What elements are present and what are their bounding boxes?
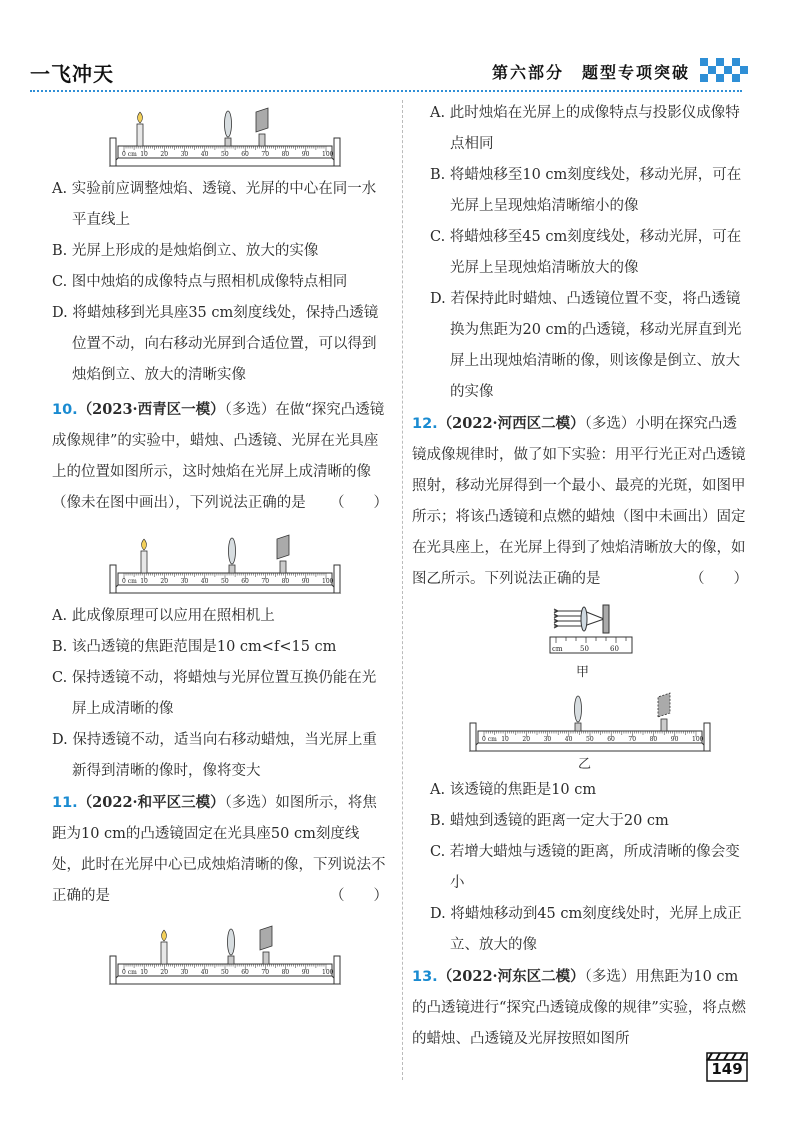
bench-tick-label: 60 [607,736,615,743]
bench-left-stop [470,723,476,751]
candle [161,942,167,964]
q11-text: （多选）如图所示，将焦距为10 cm的凸透镜固定在光具座50 cm刻度线处，此时在光屏中心已成烛焰清晰的像，下列说法不正确的是 [52,795,386,904]
bench-tick-label: 50 [586,736,594,743]
section-title: 第六部分 题型专项突破 [491,63,690,82]
convex-lens [229,538,236,564]
candle [141,551,147,573]
small-bench-tick-label: cm [552,645,563,653]
q12-text: （多选）小明在探究凸透镜成像规律时，做了如下实验：用平行光正对凸透镜照射，移动光屏得到一个最小、最亮的光斑，如图甲所示；将该凸透镜和点燃的蜡烛（图中未画出）固定在光具座上，在光屏上得到了烛焰清晰放大的像，如图乙所示。下列说法正确的是 [412,416,746,587]
bench-tick-label: 90 [670,736,679,743]
bench-left-stop [110,565,116,593]
convex-lens [225,111,232,137]
q11-source: （2022·和平区三模） [77,794,225,811]
bench-base [470,743,710,751]
bench-tick-label: 90 [301,578,310,585]
q12-option-a: A. 该透镜的焦距是10 cm [430,782,597,798]
figure-yi-caption: 乙 [578,757,592,772]
optical-bench-figure-q9 [100,98,350,174]
light-screen [260,926,272,950]
bench-tick-label: 40 [200,969,209,976]
q11-number: 11. [52,795,78,811]
q11-answer-paren: （ ） [330,888,388,904]
bench-right-stop [334,138,340,166]
q13-text: （多选）用焦距为10 cm的凸透镜进行“探究凸透镜成像的规律”实验，将点燃的蜡烛、凸透镜及光屏按照如图所 [412,969,746,1047]
bench-tick-label: 100 [322,969,334,976]
bench-tick-label: 90 [301,151,310,158]
bench-tick-label: 40 [564,736,573,743]
figure-jia-caption: 甲 [576,665,590,680]
bench-tick-label: 10 [501,736,509,743]
q11-option-c: C. 将蜡烛移至45 cm刻度线处，移动光屏，可在光屏上呈现烛焰清晰放大的像 [430,229,742,276]
lens-holder [225,138,231,146]
q12-stem [412,408,748,595]
page-number-badge [706,1052,748,1082]
candle-flame-icon [142,539,147,550]
bench-tick-label: 0 cm [482,736,497,743]
bench-tick-label: 70 [261,578,270,585]
bench-tick-label: 90 [301,969,310,976]
q10-source: （2023·西青区一模） [77,401,225,418]
bench-tick-label: 0 cm [122,969,137,976]
bench-tick-label: 80 [281,151,290,158]
bench-base [110,976,340,984]
candle-flame-icon [138,112,143,123]
optical-bench-figure-q12 [460,683,720,755]
bench-tick-label: 100 [692,736,704,743]
lens-holder [229,565,235,573]
q11-option-b: B. 将蜡烛移至10 cm刻度线处，移动光屏，可在光屏上呈现烛焰清晰缩小的像 [430,167,742,214]
bench-tick-label: 70 [628,736,637,743]
brand-logo: 一飞冲天 [30,62,114,86]
bench-tick-label: 50 [221,578,229,585]
page-header [0,0,800,100]
bench-tick-label: 30 [180,151,189,158]
bench-tick-label: 40 [200,151,209,158]
bench-tick-label: 100 [322,578,334,585]
bench-tick-label: 30 [543,736,552,743]
q10-number: 10. [52,402,78,418]
bench-tick-label: 80 [649,736,658,743]
q10-stem [52,394,388,519]
checker-decoration-icon [698,56,748,88]
q11-option-a: A. 此时烛焰在光屏上的成像特点与投影仪成像特点相同 [430,105,740,152]
q12-answer-paren: （ ） [690,571,748,587]
q11-option-d: D. 若保持此时蜡烛、凸透镜位置不变，将凸透镜换为焦距为20 cm的凸透镜，移动光屏直到光屏上出现烛焰清晰的像，则该像是倒立、放大的实像 [430,291,742,400]
bench-left-stop [110,956,116,984]
q10-text: （多选）在做“探究凸透镜成像规律”的实验中，蜡烛、凸透镜、光屏在光具座上的位置如图所示，这时烛焰在光屏上成清晰的像（像未在图中画出），下列说法正确的是 [52,402,385,511]
bench-right-stop [334,956,340,984]
bench-tick-label: 80 [281,578,290,585]
candle-flame-icon [162,930,167,941]
focal-length-figure-jia [546,601,636,663]
bench-tick-label: 60 [241,151,249,158]
optical-bench-figure-q10 [100,525,350,601]
convex-lens [575,696,582,722]
bench-right-stop [334,565,340,593]
bench-tick-label: 50 [221,151,229,158]
bench-tick-label: 0 cm [122,151,137,158]
q10-option-d: D. 保持透镜不动，适当向右移动蜡烛，当光屏上重新得到清晰的像时，像将变大 [52,732,377,779]
candle [137,124,143,146]
q10-option-b: B. 该凸透镜的焦距范围是10 cm<f<15 cm [52,639,337,655]
bench-tick-label: 50 [221,969,229,976]
q12-option-d: D. 将蜡烛移动到45 cm刻度线处时，光屏上成正立、放大的像 [430,906,742,953]
screen-holder [259,134,265,146]
bench-tick-label: 20 [522,736,531,743]
screen-holder [263,952,269,964]
bench-tick-label: 20 [160,151,169,158]
q9-option-a: A. 实验前应调整烛焰、透镜、光屏的中心在同一水平直线上 [52,181,377,228]
bench-tick-label: 60 [241,969,249,976]
q12-number: 12. [412,416,438,432]
small-bench-tick-label: 50 [580,645,589,653]
q9-option-c: C. 图中烛焰的成像特点与照相机成像特点相同 [52,274,348,290]
bench-tick-label: 70 [261,969,270,976]
bench-tick-label: 20 [160,969,169,976]
bench-left-stop [110,138,116,166]
lens-holder [575,723,581,731]
bench-tick-label: 30 [180,969,189,976]
bench-right-stop [704,723,710,751]
header-rule [30,90,742,96]
bench-tick-label: 10 [140,151,148,158]
q13-source: （2022·河东区二模） [437,968,585,985]
bench-tick-label: 60 [241,578,249,585]
bench-tick-label: 100 [322,151,334,158]
bench-tick-label: 0 cm [122,578,137,585]
q11-stem [52,787,388,912]
bench-tick-label: 70 [261,151,270,158]
bench-tick-label: 10 [140,969,148,976]
convex-lens [228,929,235,955]
optical-bench-figure-q11 [100,916,350,992]
page-number: 149 [711,1060,743,1078]
q10-option-c: C. 保持透镜不动，将蜡烛与光屏位置互换仍能在光屏上成清晰的像 [52,670,377,717]
light-screen [256,108,268,132]
q12-option-c: C. 若增大蜡烛与透镜的距离，所成清晰的像会变小 [430,844,740,891]
q12-option-b: B. 蜡烛到透镜的距离一定大于20 cm [430,813,669,829]
bench-tick-label: 80 [281,969,290,976]
q12-source: （2022·河西区二模） [437,415,585,432]
q9-option-b: B. 光屏上形成的是烛焰倒立、放大的实像 [52,243,319,259]
q13-stem [412,961,748,1055]
bench-tick-label: 30 [180,578,189,585]
small-bench-tick-label: 60 [610,645,619,653]
bench-base [110,585,340,593]
q10-option-a: A. 此成像原理可以应用在照相机上 [52,608,275,624]
left-column [52,98,388,992]
q10-answer-paren: （ ） [330,495,388,511]
light-screen [658,693,670,717]
bench-tick-label: 40 [200,578,209,585]
bench-tick-label: 20 [160,578,169,585]
right-column [412,98,748,1055]
screen-holder [280,561,286,573]
bench-base [110,158,340,166]
lens-holder [228,956,234,964]
light-screen [277,535,289,559]
q9-option-d: D. 将蜡烛移到光具座35 cm刻度线处，保持凸透镜位置不动，向右移动光屏到合适位置，可以得到烛焰倒立、放大的清晰实像 [52,305,379,383]
column-divider [402,100,403,1080]
screen-holder [661,719,667,731]
bench-tick-label: 10 [140,578,148,585]
q13-number: 13. [412,969,438,985]
